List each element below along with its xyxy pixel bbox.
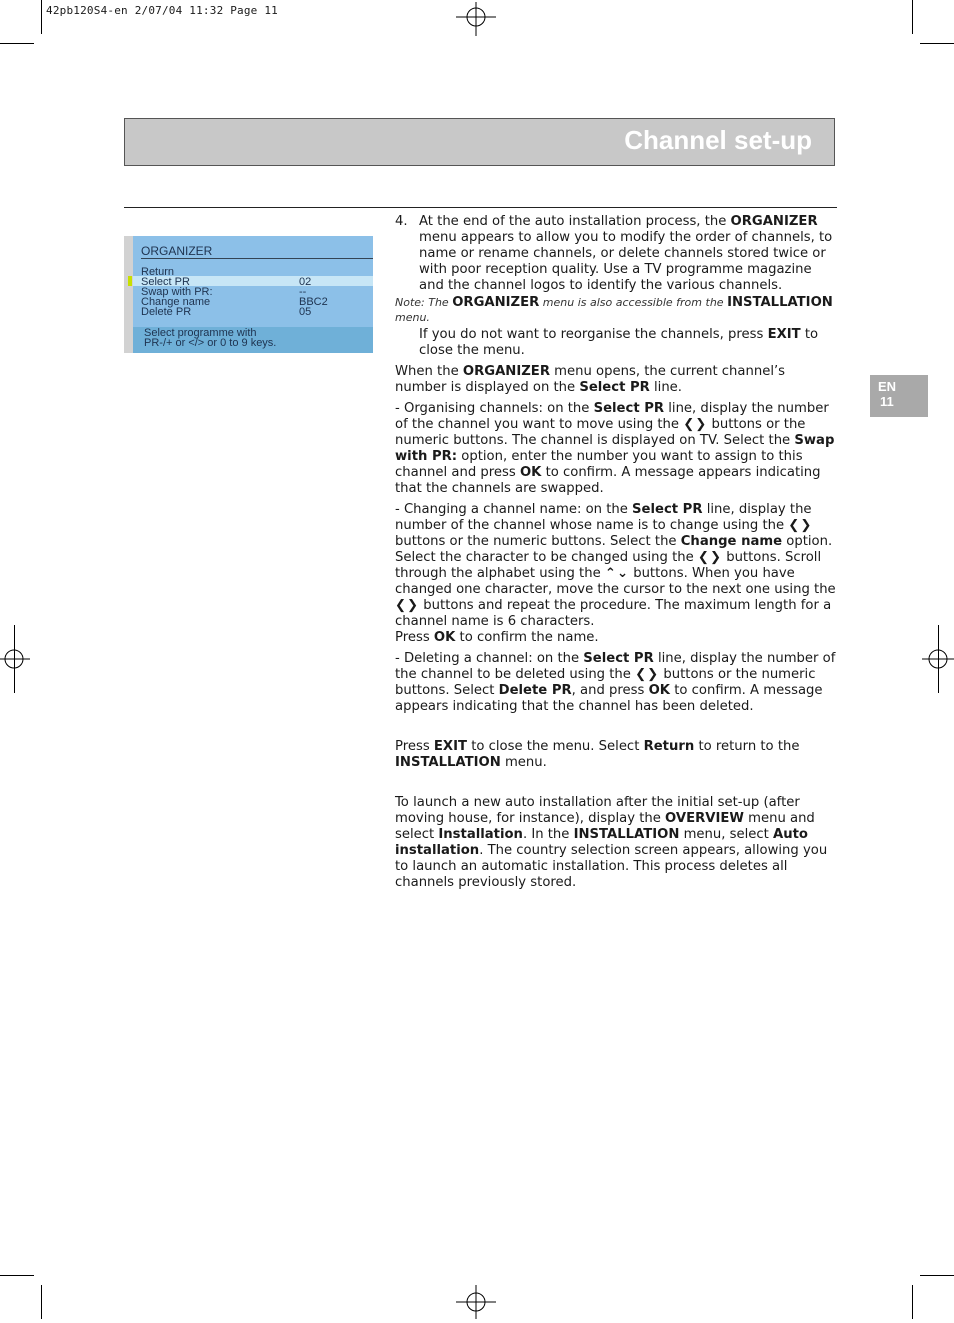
keyword: Auto installation <box>395 827 808 858</box>
osd-hint-line: PR-/+ or </> or 0 to 9 keys. <box>144 337 277 349</box>
keyword: Select PR <box>583 651 654 666</box>
text-run: line. <box>649 380 682 395</box>
text-run: to close the menu. <box>419 327 819 358</box>
text-run: menu, select <box>679 827 774 842</box>
step-4 <box>395 214 837 294</box>
keyword: INSTALLATION <box>395 755 501 770</box>
osd-hint-line: Select programme with <box>144 327 257 339</box>
osd-cursor-marker <box>128 276 132 286</box>
osd-row-value: 02 <box>299 276 312 288</box>
left-right-arrows-icon: ❮❯ <box>788 518 813 533</box>
text-run: menu. <box>500 755 547 770</box>
title-bar <box>124 118 835 166</box>
keyword: OK <box>433 630 456 645</box>
text-run: line, display the number of the channel whose name is to change using the <box>395 502 812 533</box>
crop-mark <box>912 1285 913 1319</box>
left-right-arrows-icon: ❮❯ <box>635 667 660 682</box>
text-run: option. Select the character to be changed using the <box>395 534 833 565</box>
note <box>395 295 837 325</box>
osd-row-label: Delete PR <box>141 306 192 318</box>
text-run: . In the <box>522 827 574 842</box>
osd-row-label: Select PR <box>141 276 190 288</box>
keyword: Delete PR <box>498 683 572 698</box>
close-menu-paragraph <box>395 739 837 771</box>
osd-row-label: Swap with PR: <box>141 286 213 298</box>
keyword: OVERVIEW <box>665 811 744 826</box>
text-run: . The country selection screen appears, allowing you to launch an automatic installation. This process deletes all channels previously stored. <box>395 843 828 890</box>
crop-mark <box>0 1275 34 1276</box>
keyword: OK <box>519 465 542 480</box>
keyword: Swap with PR: <box>395 433 835 464</box>
osd-row-label: Change name <box>141 296 211 308</box>
text-run: menu. <box>395 311 430 324</box>
text-run: buttons or the numeric buttons. The channel is displayed on TV. Select the <box>395 417 806 448</box>
osd-title: ORGANIZER <box>141 244 213 258</box>
organizer-menu-screenshot <box>124 236 373 353</box>
registration-mark-icon <box>456 0 496 40</box>
keyword: EXIT <box>433 739 467 754</box>
keyword: Change name <box>680 534 783 549</box>
keyword: Select PR <box>593 401 665 416</box>
text-run: menu appears to allow you to modify the order of channels, to name or rename channels, or delete channels stored twice or with poor reception quality. Use a TV programme magazine and the channel logos to identify the various channels. <box>419 230 833 293</box>
instruction-text <box>395 214 837 891</box>
text-run: menu is also accessible from the <box>539 296 728 309</box>
page-title: Channel set-up <box>624 125 812 155</box>
text-run: buttons or the numeric buttons. Select <box>395 667 816 698</box>
keyword: EXIT <box>767 327 801 342</box>
text-run: - Organising channels: on the <box>395 401 594 416</box>
text-run: When the <box>395 364 463 379</box>
text-run: buttons. Scroll through the alphabet using the <box>395 550 822 581</box>
keyword: ORGANIZER <box>730 214 818 229</box>
text-run: Press <box>395 739 434 754</box>
text-run: to confirm the name. <box>455 630 599 645</box>
section-divider <box>124 207 837 208</box>
left-right-arrows-icon: ❮❯ <box>683 417 708 432</box>
text-run: to confirm. A message appears indicating that the channel has been deleted. <box>395 683 823 714</box>
language-label: EN <box>878 379 897 394</box>
text-run: to return to the <box>694 739 800 754</box>
keyword: OK <box>648 683 671 698</box>
text-run: line, display the number of the channel to be deleted using the <box>395 651 836 682</box>
text-run: buttons. When you have changed one character, move the cursor to the next one using the <box>395 566 836 597</box>
text-run: To launch a new auto installation after the initial set-up (after moving house, for instance), display the <box>395 795 800 826</box>
keyword: Return <box>643 739 695 754</box>
keyword: Select PR <box>632 502 703 517</box>
keyword: Installation <box>438 827 523 842</box>
osd-row-label: Return <box>141 266 175 278</box>
menu-opens-paragraph <box>395 364 837 396</box>
text-run: to confirm. A message appears indicating that the channels are swapped. <box>395 465 821 496</box>
text-run: At the end of the auto installation process, the <box>419 214 731 229</box>
text-run: menu opens, the current channel’s number is displayed on the <box>395 364 786 395</box>
changing-name-paragraph <box>395 502 837 646</box>
text-run: Note: The <box>395 296 453 309</box>
text-run: - Deleting a channel: on the <box>395 651 584 666</box>
text-run: If you do not want to reorganise the channels, press <box>419 327 768 342</box>
step-number: 4. <box>395 214 408 229</box>
up-down-arrows-icon: ⌃⌄ <box>604 566 630 581</box>
text-run: buttons or the numeric buttons. Select the <box>395 534 681 549</box>
deleting-paragraph <box>395 651 837 715</box>
crop-mark <box>41 1285 42 1319</box>
page-number: 11 <box>880 394 894 409</box>
text-run: , and press <box>571 683 649 698</box>
text-run: menu and select <box>395 811 815 842</box>
left-right-arrows-icon: ❮❯ <box>697 550 723 565</box>
keyword: Select PR <box>579 380 650 395</box>
registration-mark-icon <box>456 1283 496 1323</box>
text-run: Press <box>395 630 434 645</box>
text-run: to close the menu. Select <box>467 739 644 754</box>
crop-mark <box>0 43 34 44</box>
crop-mark <box>912 0 913 34</box>
left-right-arrows-icon: ❮❯ <box>395 598 420 613</box>
reorganise-hint <box>395 327 837 359</box>
organising-paragraph <box>395 401 837 497</box>
keyword: INSTALLATION <box>727 295 833 310</box>
text-run: line, display the number of the channel you want to move using the <box>395 401 829 432</box>
keyword: ORGANIZER <box>452 295 540 310</box>
organizer-menu-panel <box>133 236 373 327</box>
osd-row-value: 05 <box>299 306 312 318</box>
language-page-tab <box>870 375 928 417</box>
text-run: buttons and repeat the procedure. The maximum length for a channel name is 6 characters. <box>395 598 832 629</box>
crop-mark <box>41 0 42 34</box>
osd-divider <box>141 258 373 259</box>
text-run: - Changing a channel name: on the <box>395 502 633 517</box>
crop-mark <box>920 1275 954 1276</box>
osd-row-delete-pr <box>141 307 373 317</box>
text-run: option, enter the number you want to assign to this channel and press <box>395 449 803 480</box>
registration-mark-icon <box>914 639 954 679</box>
keyword: ORGANIZER <box>462 364 550 379</box>
print-slug: 42pb120S4-en 2/07/04 11:32 Page 11 <box>46 4 278 17</box>
keyword: INSTALLATION <box>573 827 680 842</box>
osd-row-value: -- <box>299 286 307 298</box>
osd-footer <box>133 327 373 353</box>
registration-mark-icon <box>0 639 40 679</box>
crop-mark <box>920 43 954 44</box>
auto-installation-paragraph <box>395 795 837 891</box>
osd-row-value: BBC2 <box>299 296 328 308</box>
